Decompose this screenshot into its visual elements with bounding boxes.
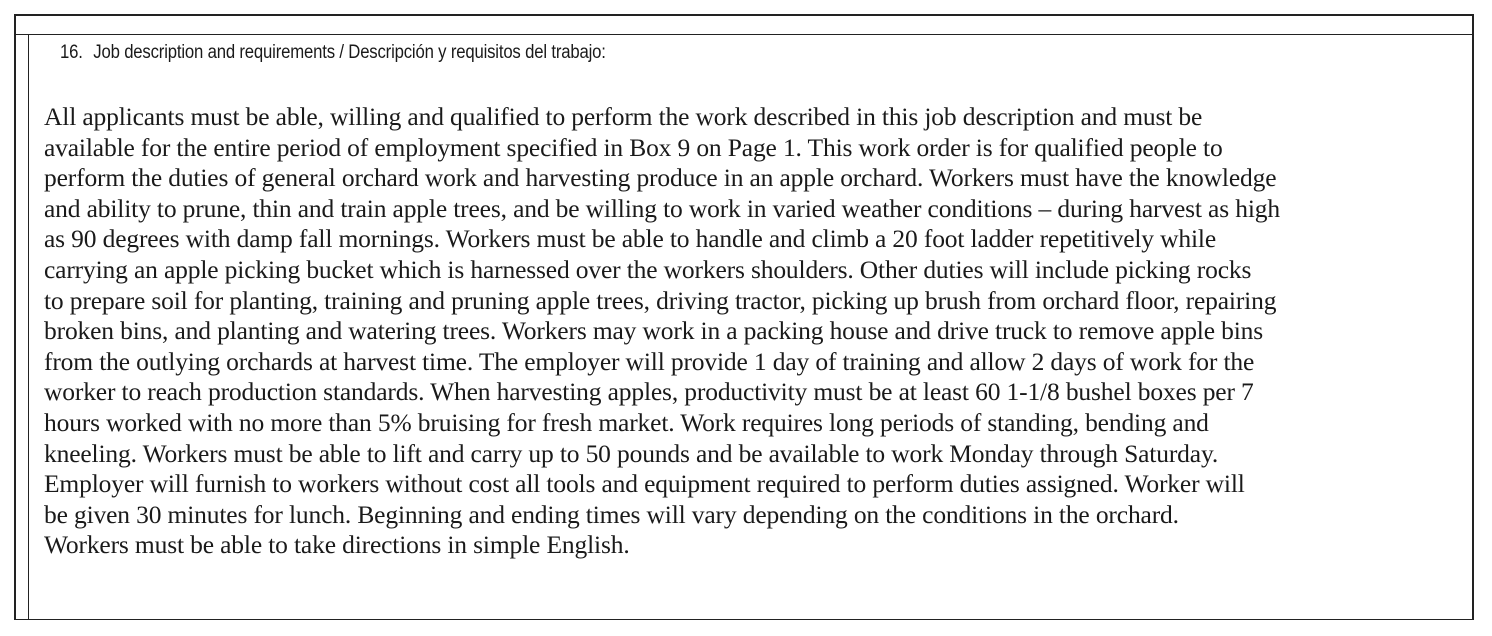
section-number: 16.: [60, 42, 83, 63]
description-line: be given 30 minutes for lunch. Beginning and ending times will vary depending on the conditions in the orchard.: [44, 499, 1179, 529]
section-bottom-border: [14, 619, 1474, 620]
description-line: hours worked with no more than 5% bruising for fresh market. Work requires long periods of standing, bending and: [44, 407, 1209, 437]
description-line: to prepare soil for planting, training and pruning apple trees, driving tractor, picking up brush from orchard floor, repairing: [44, 285, 1277, 315]
description-line: and ability to prune, thin and train apple trees, and be willing to work in varied weather conditions – during harvest as high: [44, 193, 1280, 223]
section-left-border: [28, 34, 29, 620]
description-line: broken bins, and planting and watering trees. Workers may work in a packing house and drive truck to remove apple bins: [44, 316, 1264, 346]
description-line: from the outlying orchards at harvest time. The employer will provide 1 day of training and allow 2 days of work for the: [44, 346, 1255, 376]
description-line: Workers must be able to take directions in simple English.: [44, 530, 630, 560]
description-line: worker to reach production standards. When harvesting apples, productivity must be at least 60 1-1/8 bushel boxes per 7: [44, 377, 1254, 407]
description-line: All applicants must be able, willing and qualified to perform the work described in this job description and must be: [44, 102, 1203, 131]
description-line: perform the duties of general orchard work and harvesting produce in an apple orchard. Workers must have the knowledge: [44, 163, 1277, 193]
section-heading: [60, 42, 606, 64]
top-border: [14, 14, 1474, 16]
description-line: carrying an apple picking bucket which is harnessed over the workers shoulders. Other duties will include picking rocks: [44, 254, 1252, 284]
section-top-border: [14, 34, 1474, 35]
section-title: Job description and requirements / Descripción y requisitos del trabajo:: [93, 42, 606, 63]
description-line: Employer will furnish to workers without cost all tools and equipment required to perform duties assigned. Worker will: [44, 469, 1245, 499]
job-description-text: [44, 102, 1464, 561]
description-line: as 90 degrees with damp fall mornings. Workers must be able to handle and climb a 20 foot ladder repetitively while: [44, 224, 1217, 254]
description-line: available for the entire period of employment specified in Box 9 on Page 1. This work order is for qualified people to: [44, 132, 1223, 162]
description-line: kneeling. Workers must be able to lift and carry up to 50 pounds and be available to work Monday through Saturday.: [44, 438, 1219, 468]
